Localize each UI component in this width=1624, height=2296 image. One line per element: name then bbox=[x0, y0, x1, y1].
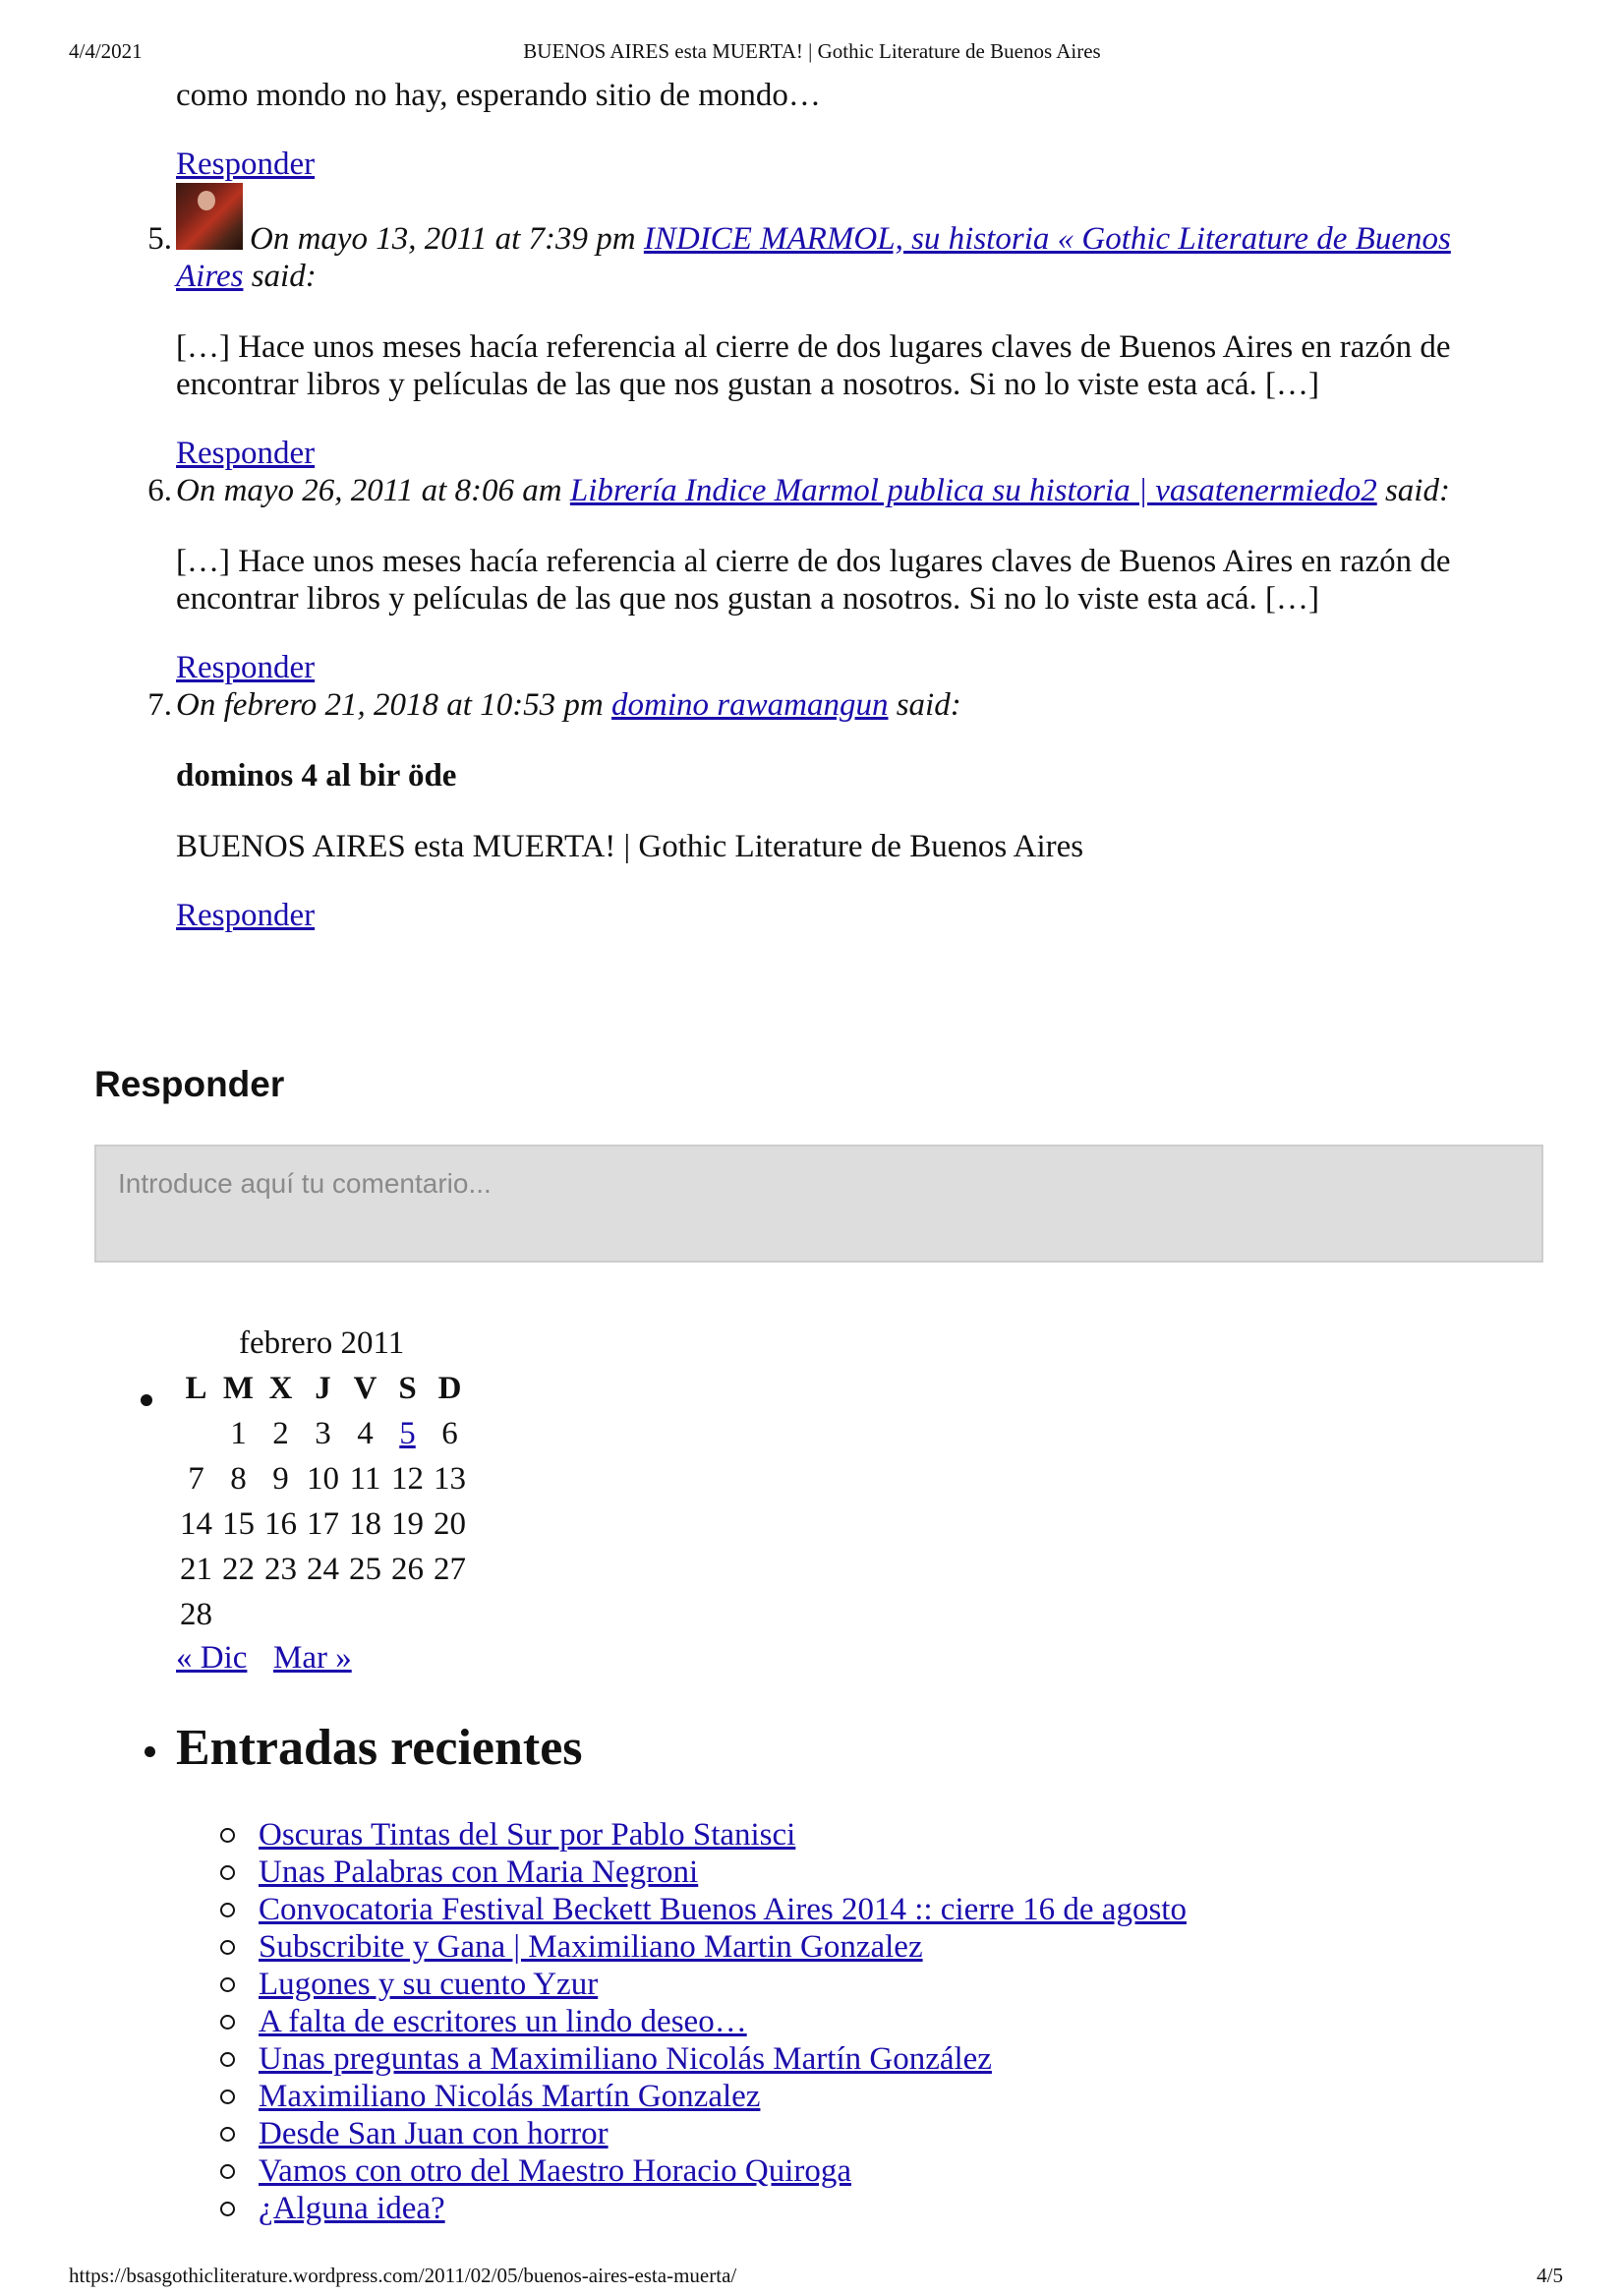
comment-reply-link[interactable]: Responder bbox=[176, 436, 316, 471]
calendar-day: 15 bbox=[222, 1505, 255, 1542]
recent-post-link[interactable]: ¿Alguna idea? bbox=[259, 2191, 445, 2226]
comment-author-link[interactable]: domino rawamangun bbox=[611, 687, 889, 723]
comment-date: On mayo 26, 2011 at 8:06 am bbox=[176, 473, 562, 508]
recent-post-link[interactable]: Maximiliano Nicolás Martín Gonzalez bbox=[259, 2079, 761, 2114]
recent-post-link[interactable]: Convocatoria Festival Beckett Buenos Aires 2014 :: cierre 16 de agosto bbox=[259, 1892, 1187, 1927]
comment-author-link[interactable]: Librería Indice Marmol publica su historia | vasatenermiedo2 bbox=[569, 473, 1377, 508]
calendar-day: 3 bbox=[315, 1415, 331, 1451]
calendar-day: 28 bbox=[180, 1596, 212, 1632]
calendar-next-link[interactable]: Mar » bbox=[273, 1640, 352, 1676]
recent-post-link[interactable]: Oscuras Tintas del Sur por Pablo Stanisci bbox=[259, 1817, 796, 1853]
list-item bbox=[259, 2003, 747, 2040]
comment-number: 5. bbox=[147, 221, 172, 257]
comment-body-line: encontrar libros y películas de las que nos gustan a nosotros. Si no lo viste esta acá. […] bbox=[176, 581, 1319, 617]
comment-meta-line2 bbox=[176, 258, 317, 295]
comment-date: On febrero 21, 2018 at 10:53 pm bbox=[176, 687, 604, 723]
comment-body-line: […] Hace unos meses hacía referencia al cierre de dos lugares claves de Buenos Aires en razón de bbox=[176, 544, 1451, 579]
recent-post-link[interactable]: Desde San Juan con horror bbox=[259, 2116, 609, 2151]
list-item bbox=[259, 2040, 992, 2078]
calendar-day: 9 bbox=[272, 1460, 289, 1497]
calendar-day: 14 bbox=[180, 1505, 212, 1542]
comment-input[interactable] bbox=[94, 1145, 1543, 1263]
comment-said: said: bbox=[1384, 473, 1450, 508]
calendar-empty-cell bbox=[175, 1411, 217, 1456]
calendar-empty-cell bbox=[344, 1592, 386, 1637]
calendar-weekday: X bbox=[268, 1370, 293, 1406]
calendar-day: 27 bbox=[434, 1551, 466, 1587]
comment-body-line: […] Hace unos meses hacía referencia al cierre de dos lugares claves de Buenos Aires en razón de bbox=[176, 329, 1451, 365]
calendar-day: 16 bbox=[264, 1505, 297, 1542]
calendar-day: 13 bbox=[434, 1460, 466, 1497]
recent-post-link[interactable]: Subscribite y Gana | Maximiliano Martin Gonzalez bbox=[259, 1929, 923, 1965]
comment-author-link[interactable]: INDICE MARMOL, su historia « Gothic Literature de Buenos bbox=[643, 221, 1451, 257]
list-item bbox=[259, 1928, 923, 1966]
list-bullet bbox=[145, 1746, 155, 1757]
calendar-day: 21 bbox=[180, 1551, 212, 1587]
calendar-caption: febrero 2011 bbox=[239, 1325, 405, 1361]
comment-date: On mayo 13, 2011 at 7:39 pm bbox=[250, 221, 636, 257]
calendar-day: 12 bbox=[391, 1460, 424, 1497]
reply-heading: Responder bbox=[94, 1064, 285, 1104]
recent-post-link[interactable]: Unas preguntas a Maximiliano Nicolás Martín González bbox=[259, 2041, 992, 2077]
calendar-day: 18 bbox=[349, 1505, 381, 1542]
calendar-empty-cell bbox=[429, 1592, 471, 1637]
comment-said: said: bbox=[896, 687, 961, 723]
print-url: https://bsasgothicliterature.wordpress.com/2011/02/05/buenos-aires-esta-muerta/ bbox=[69, 2264, 737, 2287]
calendar-weekday: J bbox=[315, 1370, 331, 1406]
calendar-day: 11 bbox=[349, 1460, 381, 1497]
calendar-day: 22 bbox=[222, 1551, 255, 1587]
calendar-day: 8 bbox=[230, 1460, 247, 1497]
calendar-day: 7 bbox=[188, 1460, 204, 1497]
calendar-day: 10 bbox=[307, 1460, 339, 1497]
print-page-title: BUENOS AIRES esta MUERTA! | Gothic Literature de Buenos Aires bbox=[523, 39, 1101, 63]
calendar-day: 2 bbox=[272, 1415, 289, 1451]
comment-meta bbox=[250, 220, 1451, 258]
calendar-day-link[interactable]: 5 bbox=[399, 1415, 416, 1451]
calendar-day: 23 bbox=[264, 1551, 297, 1587]
comment-meta bbox=[176, 686, 961, 724]
calendar-table bbox=[175, 1366, 471, 1637]
comment-reply-link[interactable]: Responder bbox=[176, 650, 316, 685]
calendar-weekday: V bbox=[353, 1370, 377, 1406]
list-item bbox=[259, 2190, 445, 2227]
prev-comment-text: como mondo no hay, esperando sitio de mondo… bbox=[176, 78, 821, 113]
calendar-day: 1 bbox=[230, 1415, 247, 1451]
calendar-day: 25 bbox=[349, 1551, 381, 1587]
calendar-empty-cell bbox=[386, 1592, 429, 1637]
print-date: 4/4/2021 bbox=[69, 39, 143, 63]
calendar-empty-cell bbox=[302, 1592, 344, 1637]
calendar-weekday: D bbox=[437, 1370, 462, 1406]
calendar-day: 24 bbox=[307, 1551, 339, 1587]
calendar-day: 19 bbox=[391, 1505, 424, 1542]
list-item bbox=[259, 1816, 795, 1854]
calendar-day bbox=[386, 1411, 429, 1456]
calendar-days bbox=[175, 1411, 471, 1637]
calendar-empty-cell bbox=[217, 1592, 260, 1637]
print-page-number: 4/5 bbox=[1537, 2264, 1563, 2287]
recent-post-link[interactable]: Unas Palabras con Maria Negroni bbox=[259, 1854, 699, 1890]
calendar-prev-link[interactable]: « Dic bbox=[176, 1640, 248, 1676]
comment-body-line: BUENOS AIRES esta MUERTA! | Gothic Literature de Buenos Aires bbox=[176, 829, 1084, 864]
recent-post-link[interactable]: Lugones y su cuento Yzur bbox=[259, 1967, 599, 2002]
list-bullet bbox=[141, 1394, 152, 1406]
comment-number: 7. bbox=[147, 687, 172, 723]
list-item bbox=[259, 1891, 1187, 1928]
comment-body-line: encontrar libros y películas de las que nos gustan a nosotros. Si no lo viste esta acá. […] bbox=[176, 367, 1319, 402]
calendar-day: 6 bbox=[441, 1415, 458, 1451]
comment-number: 6. bbox=[147, 473, 172, 508]
recent-post-link[interactable]: Vamos con otro del Maestro Horacio Quiroga bbox=[259, 2153, 852, 2189]
calendar-weekday: S bbox=[398, 1370, 417, 1406]
calendar-day: 4 bbox=[357, 1415, 374, 1451]
comment-author-link-cont[interactable]: Aires bbox=[176, 259, 244, 294]
list-item bbox=[259, 2152, 851, 2190]
recent-post-link[interactable]: A falta de escritores un lindo deseo… bbox=[259, 2004, 747, 2039]
calendar-day: 17 bbox=[307, 1505, 339, 1542]
list-item bbox=[259, 2115, 609, 2152]
calendar-empty-cell bbox=[260, 1592, 302, 1637]
list-item bbox=[259, 1966, 598, 2003]
comment-meta bbox=[176, 472, 1450, 509]
prev-comment-reply-link[interactable]: Responder bbox=[176, 147, 316, 182]
list-item bbox=[259, 1854, 698, 1891]
calendar-weekday: L bbox=[185, 1370, 207, 1406]
calendar-weekday: M bbox=[222, 1370, 255, 1406]
calendar-day: 20 bbox=[434, 1505, 466, 1542]
comment-bold-line: dominos 4 al bir öde bbox=[176, 758, 457, 794]
comment-said: said: bbox=[251, 259, 317, 294]
calendar-day: 26 bbox=[391, 1551, 424, 1587]
list-item bbox=[259, 2078, 760, 2115]
recent-posts-heading: Entradas recientes bbox=[176, 1720, 583, 1776]
avatar bbox=[176, 183, 243, 250]
comment-reply-link[interactable]: Responder bbox=[176, 898, 316, 933]
